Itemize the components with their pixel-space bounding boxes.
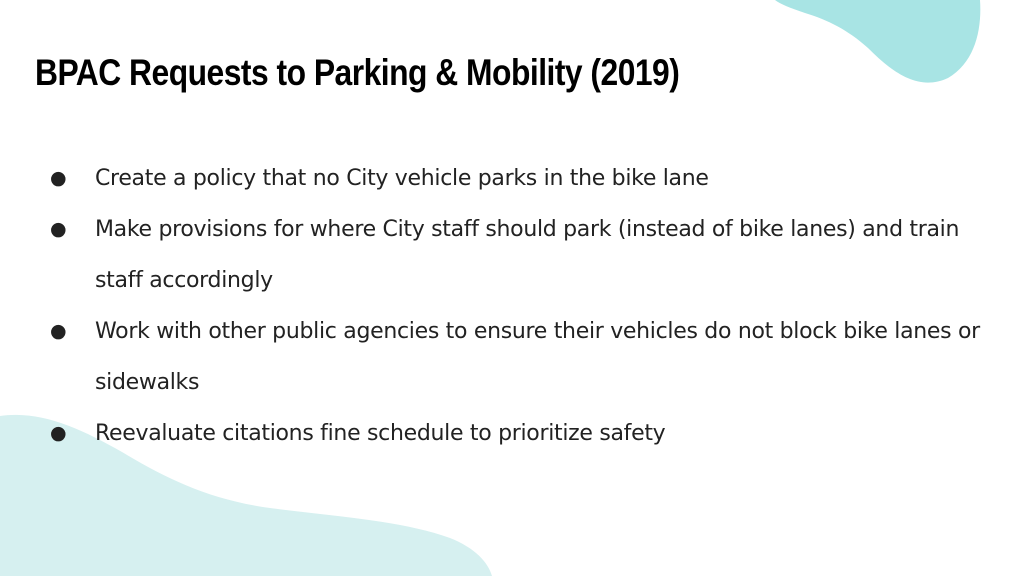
bullet-item xyxy=(50,408,1010,459)
bullet-text: Reevaluate citations fine schedule to prioritize safety xyxy=(95,421,666,446)
bullet-text: Work with other public agencies to ensure their vehicles do not block bike lanes or sidewalks xyxy=(95,319,980,395)
slide-title: BPAC Requests to Parking & Mobility (2019) xyxy=(35,52,680,93)
bullet-item xyxy=(50,204,1010,306)
bullet-dot-icon: ● xyxy=(50,167,67,189)
bullet-dot-icon: ● xyxy=(50,422,67,444)
bullet-text: Create a policy that no City vehicle parks in the bike lane xyxy=(95,166,709,191)
bullet-dot-icon: ● xyxy=(50,218,67,240)
bullet-list xyxy=(50,153,1010,459)
bullet-text: Make provisions for where City staff should park (instead of bike lanes) and train staff accordingly xyxy=(95,217,960,293)
bullet-dot-icon: ● xyxy=(50,320,67,342)
bullet-item xyxy=(50,306,1010,408)
bullet-item xyxy=(50,153,1010,204)
